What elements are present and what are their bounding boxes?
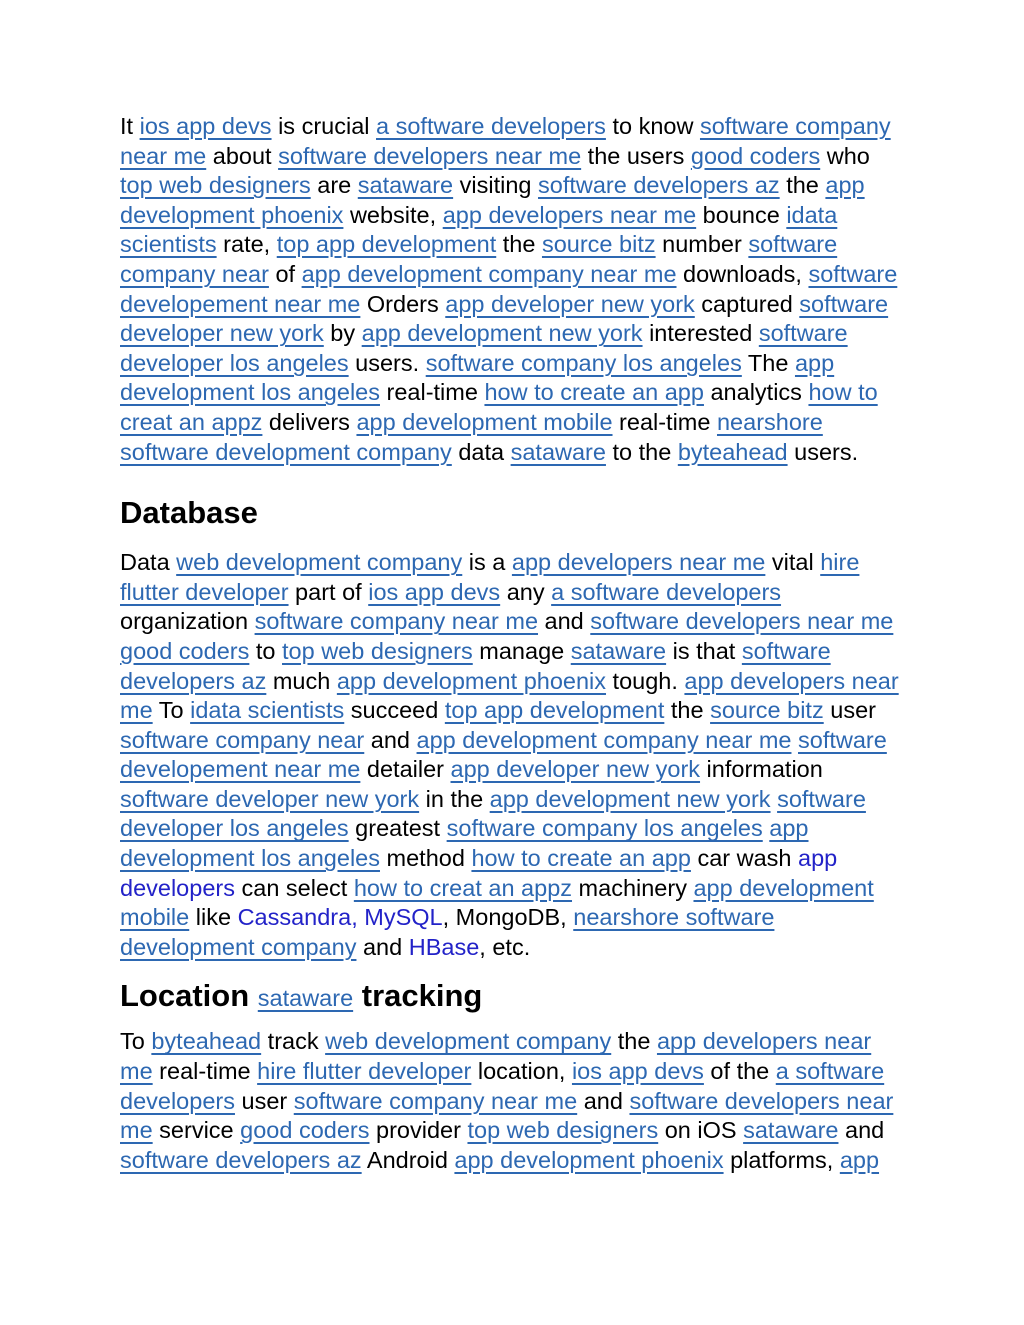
- text-run: who: [820, 142, 870, 169]
- hyperlink[interactable]: software developers az: [120, 637, 831, 694]
- hyperlink[interactable]: ios app devs: [139, 113, 272, 139]
- hyperlink[interactable]: app development los angeles: [120, 815, 809, 872]
- hyperlink[interactable]: how to create an app: [484, 379, 704, 406]
- hyperlink[interactable]: software developer los angeles: [120, 785, 866, 842]
- hyperlink[interactable]: nearshore software development company: [120, 904, 775, 960]
- hyperlink[interactable]: hire flutter developer: [120, 549, 860, 605]
- hyperlink[interactable]: app developers near me: [120, 1028, 872, 1085]
- hyperlink[interactable]: software developement near me: [120, 726, 887, 783]
- text-run: and: [356, 933, 409, 960]
- text-run: website,: [343, 201, 443, 228]
- highlighted-term: HBase: [408, 933, 480, 960]
- text-run: user: [823, 697, 876, 724]
- text-run: to know: [605, 113, 700, 139]
- text-run: and: [838, 1117, 885, 1144]
- text-run: of the: [703, 1058, 776, 1085]
- hyperlink[interactable]: software developement near me: [120, 260, 898, 317]
- text-run: by: [323, 320, 362, 347]
- text-run: about: [206, 142, 279, 169]
- hyperlink[interactable]: software company los angeles: [425, 349, 742, 376]
- hyperlink[interactable]: app development phoenix: [336, 667, 607, 694]
- text-run: manage: [472, 637, 571, 664]
- text-run: provider: [369, 1117, 468, 1144]
- text-run: data: [451, 438, 511, 465]
- hyperlink[interactable]: how to create an app: [471, 845, 691, 872]
- hyperlink[interactable]: good coders: [120, 637, 250, 664]
- text-run: to the: [605, 438, 678, 465]
- hyperlink[interactable]: idata scientists: [190, 697, 345, 724]
- hyperlink[interactable]: software developers near me: [278, 142, 582, 169]
- hyperlink[interactable]: app developers near me: [442, 201, 697, 228]
- text-run: can select: [234, 874, 354, 901]
- hyperlink[interactable]: top app development: [276, 231, 497, 258]
- hyperlink[interactable]: software developer new york: [120, 290, 889, 347]
- text-run: to: [249, 637, 283, 664]
- text-run: car wash: [690, 845, 799, 872]
- text-run: real-time: [612, 408, 717, 435]
- hyperlink[interactable]: app development mobile: [356, 408, 613, 435]
- hyperlink[interactable]: top web designers: [467, 1117, 659, 1144]
- text-run: , etc.: [479, 933, 531, 960]
- text-run: and: [538, 608, 591, 635]
- text-run: are: [310, 172, 358, 199]
- text-run: is a: [462, 549, 512, 576]
- text-run: track: [261, 1028, 326, 1055]
- text-run: visiting: [453, 172, 539, 199]
- text-run: succeed: [344, 697, 445, 724]
- text-run: Location: [120, 978, 258, 1014]
- hyperlink[interactable]: good coders: [240, 1117, 370, 1144]
- text-run: the: [664, 697, 711, 724]
- text-run: organization: [120, 608, 255, 635]
- hyperlink[interactable]: a software developers: [551, 578, 782, 605]
- text-run: is crucial: [271, 113, 377, 139]
- hyperlink[interactable]: good coders: [690, 142, 821, 169]
- hyperlink[interactable]: sataware: [357, 172, 454, 199]
- text-run: any: [500, 578, 552, 605]
- hyperlink[interactable]: byteahead: [677, 438, 788, 465]
- text-run: Android: [361, 1146, 455, 1173]
- hyperlink[interactable]: app: [839, 1146, 880, 1173]
- hyperlink[interactable]: nearshore software development company: [120, 408, 823, 465]
- text-run: downloads,: [676, 260, 809, 287]
- hyperlink[interactable]: top web designers: [282, 637, 473, 664]
- text-run: analytics: [703, 379, 809, 406]
- text-run: tracking: [353, 978, 483, 1014]
- text-run: service: [152, 1117, 241, 1144]
- text-run: To: [152, 697, 191, 724]
- text-run: detailer: [360, 756, 451, 783]
- hyperlink[interactable]: how to creat an appz: [353, 874, 573, 901]
- hyperlink[interactable]: sataware: [743, 1117, 839, 1144]
- hyperlink[interactable]: idata scientists: [120, 201, 838, 258]
- hyperlink[interactable]: byteahead: [151, 1028, 262, 1055]
- hyperlink[interactable]: software company near me: [254, 608, 539, 635]
- text-run: rate,: [216, 231, 277, 258]
- text-run: users.: [348, 349, 426, 376]
- text-run: delivers: [262, 408, 357, 435]
- hyperlink[interactable]: software company near me: [293, 1087, 578, 1114]
- hyperlink[interactable]: top web designers: [120, 172, 311, 199]
- text-run: method: [379, 845, 472, 872]
- text-run: the: [496, 231, 542, 258]
- text-run: part of: [288, 578, 369, 605]
- text-run: machinery: [572, 874, 694, 901]
- intro-paragraph: [120, 112, 906, 467]
- text-run: It: [120, 113, 140, 139]
- hyperlink[interactable]: app developer new york: [445, 290, 695, 317]
- database-paragraph: [120, 548, 906, 962]
- hyperlink[interactable]: app development new york: [489, 785, 771, 812]
- hyperlink[interactable]: app development mobile: [120, 874, 874, 931]
- text-run: user: [234, 1087, 294, 1114]
- location-heading: [120, 977, 906, 1014]
- text-run: platforms,: [723, 1146, 840, 1173]
- text-run: real-time: [152, 1058, 258, 1085]
- hyperlink[interactable]: hire flutter developer: [257, 1058, 472, 1085]
- text-run: Data: [120, 549, 177, 576]
- text-run: number: [655, 231, 749, 258]
- text-run: bounce: [696, 201, 787, 228]
- hyperlink[interactable]: sataware: [510, 438, 606, 465]
- text-run: vital: [765, 549, 821, 576]
- text-run: and: [364, 726, 417, 753]
- text-run: of: [268, 260, 302, 287]
- hyperlink[interactable]: software company near me: [120, 113, 891, 169]
- text-run: location,: [471, 1058, 572, 1085]
- hyperlink[interactable]: app development phoenix: [454, 1146, 724, 1173]
- hyperlink[interactable]: software company near: [120, 726, 365, 753]
- hyperlink[interactable]: app development company near me: [416, 726, 792, 753]
- hyperlink[interactable]: top app development: [444, 697, 665, 724]
- text-run: The: [741, 349, 795, 376]
- text-run: users.: [787, 438, 859, 465]
- text-run: Orders: [360, 290, 446, 317]
- hyperlink[interactable]: ios app devs: [571, 1058, 704, 1085]
- hyperlink[interactable]: software developer los angeles: [120, 320, 848, 376]
- text-run: To: [120, 1028, 152, 1055]
- text-run: like: [189, 904, 238, 931]
- text-run: the users: [581, 142, 691, 169]
- hyperlink[interactable]: software developers az: [120, 1146, 362, 1173]
- hyperlink[interactable]: app development new york: [361, 320, 643, 347]
- hyperlink[interactable]: app developers near me: [120, 667, 899, 724]
- hyperlink[interactable]: app development company near me: [301, 260, 677, 287]
- highlighted-term: Cassandra, MySQL: [237, 904, 443, 931]
- document-content: [120, 112, 906, 1175]
- hyperlink[interactable]: ios app devs: [368, 578, 501, 605]
- text-run: on iOS: [658, 1117, 744, 1144]
- hyperlink[interactable]: source bitz: [541, 231, 656, 258]
- hyperlink[interactable]: software developers near me: [120, 1087, 894, 1144]
- hyperlink[interactable]: a software developers: [120, 1058, 885, 1114]
- hyperlink[interactable]: web development company: [176, 549, 463, 576]
- hyperlink[interactable]: how to creat an appz: [120, 379, 878, 435]
- hyperlink[interactable]: app developer new york: [450, 756, 701, 783]
- text-run: interested: [642, 320, 759, 347]
- hyperlink[interactable]: a software developers: [376, 113, 606, 139]
- database-heading: [120, 494, 906, 531]
- text-run: greatest: [348, 815, 447, 842]
- text-run: in the: [419, 785, 490, 812]
- text-run: tough.: [606, 667, 685, 694]
- location-paragraph: [120, 1027, 906, 1175]
- text-run: the: [779, 172, 826, 199]
- text-run: captured: [694, 290, 800, 317]
- text-run: , MongoDB,: [442, 904, 574, 931]
- hyperlink[interactable]: app development los angeles: [120, 349, 835, 406]
- hyperlink[interactable]: software company near: [120, 231, 838, 287]
- hyperlink[interactable]: source bitz: [710, 697, 824, 724]
- highlighted-term: app developers: [120, 845, 838, 901]
- text-run: is that: [666, 637, 742, 664]
- text-run: information: [700, 756, 823, 783]
- hyperlink[interactable]: sataware: [570, 637, 667, 664]
- text-run: Database: [120, 495, 258, 531]
- text-run: real-time: [379, 379, 485, 406]
- hyperlink[interactable]: web development company: [325, 1028, 612, 1055]
- hyperlink[interactable]: sataware: [257, 985, 354, 1012]
- hyperlink[interactable]: app developers near me: [511, 549, 766, 576]
- hyperlink[interactable]: software developers near me: [590, 608, 894, 635]
- text-run: and: [577, 1087, 630, 1114]
- hyperlink[interactable]: software developer new york: [120, 785, 420, 812]
- text-run: much: [266, 667, 337, 694]
- text-run: the: [611, 1028, 657, 1055]
- hyperlink[interactable]: software developers az: [538, 172, 780, 199]
- hyperlink[interactable]: software company los angeles: [446, 815, 763, 842]
- hyperlink[interactable]: app development phoenix: [120, 172, 865, 228]
